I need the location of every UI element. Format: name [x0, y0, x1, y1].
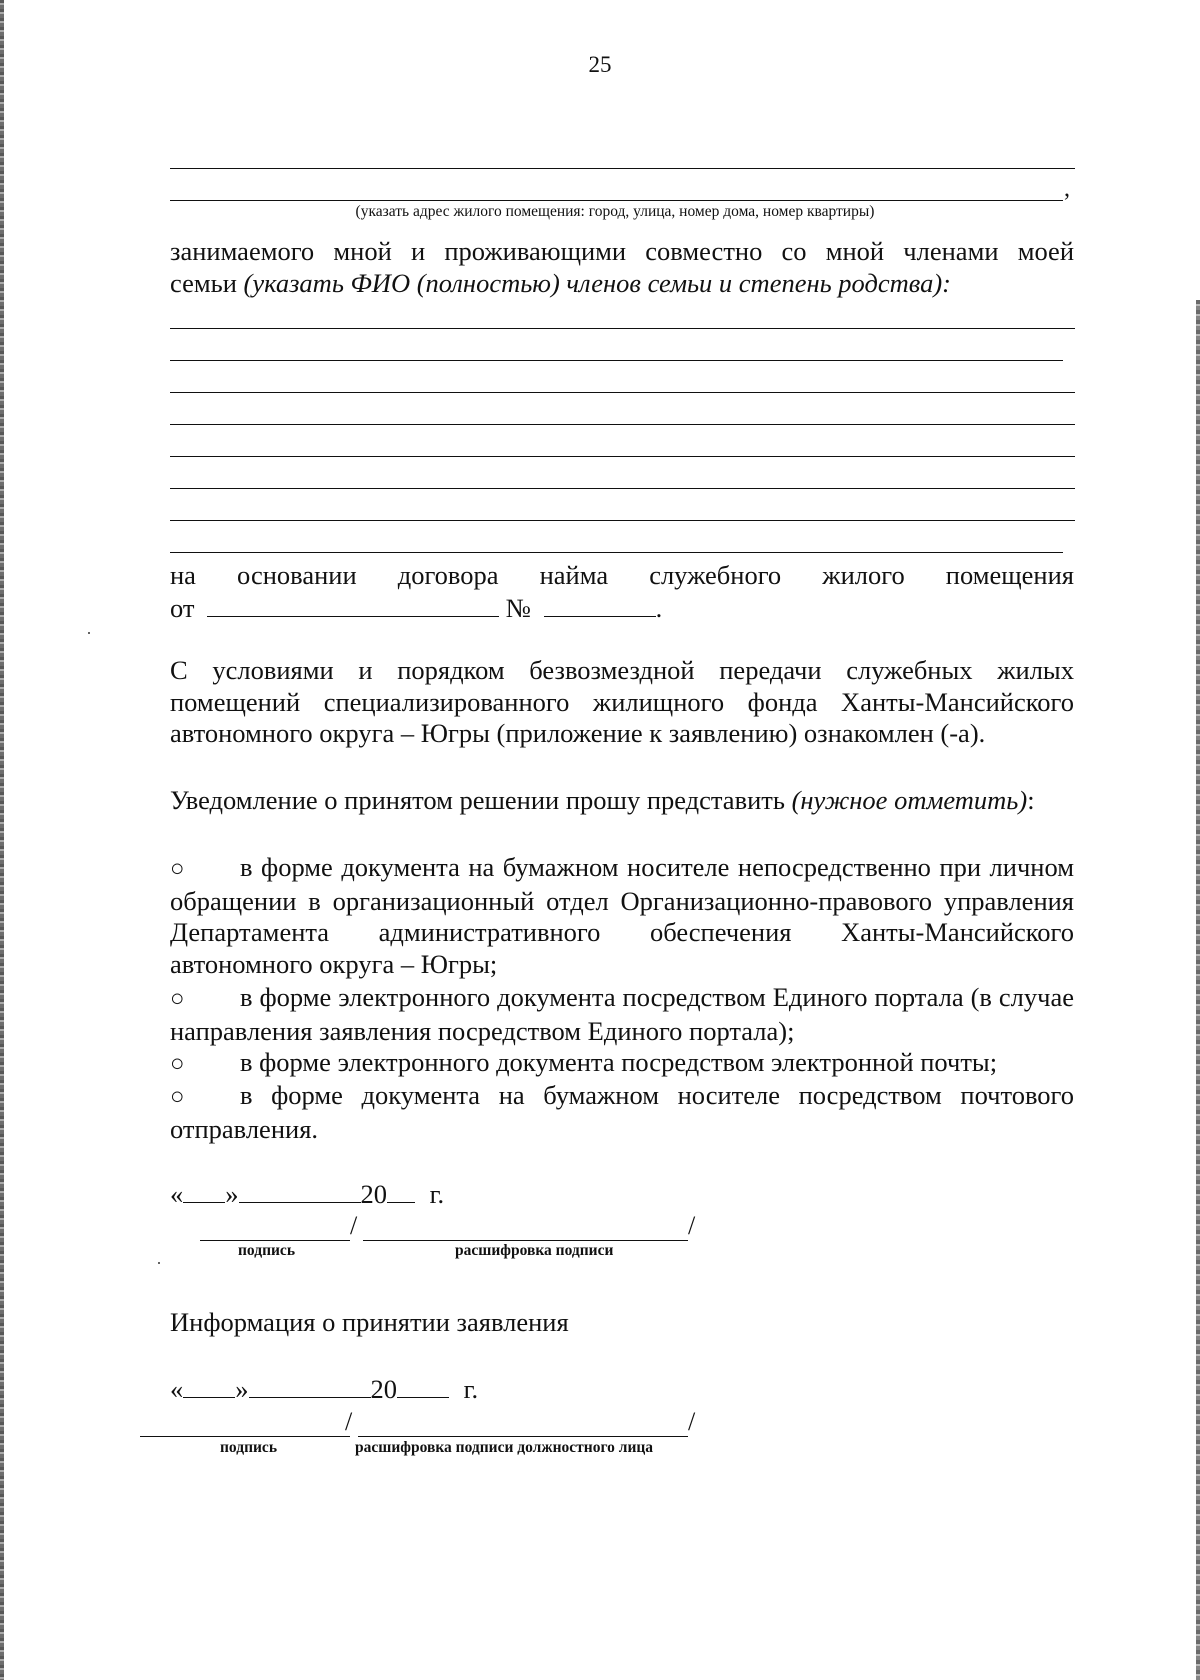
family-line-1	[170, 328, 1075, 329]
notification-intro-end: :	[1027, 785, 1035, 815]
notification-option-1-label: в форме документа на бумажном носителе непосредственно при личном обращении в организационный отдел Организационно-правового управления Департамента административного обеспечения Ханты-Мансийского автономного округа – Югры;	[170, 852, 1074, 979]
signature-1-decode-line[interactable]	[363, 1240, 688, 1241]
family-line-2	[170, 360, 1063, 361]
notification-intro-instruction: (нужное отметить)	[791, 785, 1028, 815]
scan-edge-left	[0, 0, 4, 1680]
family-line-4	[170, 424, 1075, 425]
date-2-open-quote: «	[170, 1374, 184, 1404]
date-2-year-suffix: г.	[463, 1374, 479, 1404]
date-1	[170, 1178, 1074, 1211]
signature-1-slash-1: /	[350, 1211, 358, 1240]
receipt-title: Информация о принятии заявления	[170, 1307, 569, 1337]
signature-2-slash-1: /	[345, 1407, 353, 1436]
contract-line-1: на основании договора найма служебного жилого помещения	[170, 560, 1074, 590]
date-1-day-field[interactable]	[183, 1178, 225, 1203]
family-paragraph-line2	[170, 268, 1074, 300]
family-text-2: семьи	[170, 268, 244, 298]
address-trailing-comma: ,	[1064, 176, 1070, 202]
family-instruction: (указать ФИО (полностью) членов семьи и степень родства):	[243, 268, 951, 298]
acknowledgement-paragraph: С условиями и порядком безвозмездной передачи служебных жилых помещений специализированного жилищного фонда Ханты-Мансийского автономного округа – Югры (приложение к заявлению) ознакомлен (-а).	[170, 655, 1074, 748]
contract-line-2	[170, 592, 1074, 625]
family-line-7	[170, 520, 1075, 521]
date-1-open-quote: «	[170, 1179, 184, 1209]
date-2-year-field[interactable]	[397, 1373, 449, 1398]
date-1-month-field[interactable]	[239, 1178, 361, 1203]
address-caption: (указать адрес жилого помещения: город, улица, номер дома, номер квартиры)	[355, 203, 875, 220]
family-text: занимаемого мной и проживающими совместно со мной членами моей	[170, 236, 1074, 266]
date-1-year-suffix: г.	[429, 1179, 445, 1209]
family-paragraph	[170, 236, 1074, 268]
date-2	[170, 1373, 1074, 1406]
page-number: 25	[588, 52, 612, 77]
date-2-day-field[interactable]	[183, 1373, 235, 1398]
signature-2-sign-line[interactable]	[140, 1436, 350, 1437]
date-1-year-field[interactable]	[387, 1178, 415, 1203]
date-2-year-prefix: 20	[370, 1374, 397, 1404]
signature-1-sign-line[interactable]	[200, 1240, 350, 1241]
notification-intro	[170, 785, 1074, 817]
notification-option-4[interactable]	[170, 1080, 1074, 1145]
contract-number-label: №	[505, 593, 532, 623]
radio-option-3-icon[interactable]: ○	[170, 1051, 185, 1077]
date-2-close-quote: »	[235, 1374, 249, 1404]
date-1-year-prefix: 20	[360, 1179, 387, 1209]
notification-option-2-label: в форме электронного документа посредством Единого портала (в случае направления заявления посредством Единого портала);	[170, 982, 1074, 1046]
date-2-month-field[interactable]	[249, 1373, 371, 1398]
notification-intro-text: Уведомление о принятом решении прошу представить	[170, 785, 792, 815]
contract-number-field[interactable]	[544, 592, 656, 617]
signature-1-sign-caption: подпись	[238, 1242, 296, 1259]
scan-speck	[88, 632, 90, 634]
address-line-2	[170, 200, 1063, 201]
signature-1-decode-caption: расшифровка подписи	[455, 1242, 614, 1259]
signature-2-decode-caption: расшифровка подписи должностного лица	[355, 1439, 654, 1456]
signature-2-slash-2: /	[688, 1407, 696, 1436]
family-line-8	[170, 552, 1063, 553]
notification-option-4-label: в форме документа на бумажном носителе посредством почтового отправления.	[170, 1080, 1074, 1144]
scan-speck	[158, 1262, 160, 1264]
notification-option-3-label: в форме электронного документа посредством электронной почты;	[240, 1047, 998, 1077]
radio-option-2-icon[interactable]: ○	[170, 986, 185, 1012]
notification-option-1[interactable]	[170, 852, 1074, 980]
notification-option-3[interactable]	[170, 1047, 1074, 1081]
family-line-5	[170, 456, 1075, 457]
date-1-close-quote: »	[225, 1179, 239, 1209]
contract-date-field[interactable]	[207, 592, 499, 617]
contract-end: .	[655, 593, 663, 623]
signature-2-sign-caption: подпись	[220, 1439, 278, 1456]
signature-2-decode-line[interactable]	[358, 1436, 688, 1437]
scan-edge-right	[1196, 300, 1200, 1680]
signature-1-slash-2: /	[688, 1211, 696, 1240]
family-line-6	[170, 488, 1075, 489]
contract-from-label: от	[170, 593, 195, 623]
radio-option-1-icon[interactable]: ○	[170, 856, 185, 882]
family-line-3	[170, 392, 1075, 393]
address-line-1	[170, 168, 1075, 169]
radio-option-4-icon[interactable]: ○	[170, 1084, 185, 1110]
notification-option-2[interactable]	[170, 982, 1074, 1047]
